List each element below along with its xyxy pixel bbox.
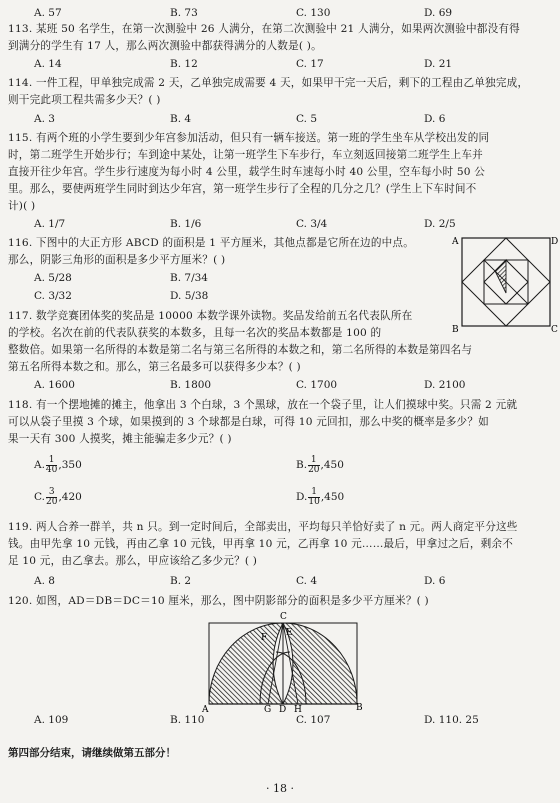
option-b: B. 2 [170, 575, 192, 587]
option-a: A. 3 [34, 113, 55, 125]
option-b: B. 4 [170, 113, 192, 125]
option-c: C. 107 [296, 714, 331, 726]
q117-line: 117. 数学竞赛团体奖的奖品是 10000 本数学课外读物。奖品发给前五名代表队所在 [8, 310, 413, 322]
q117-line: 第五名所得本数之和。那么，第三名最多可以获得多少本？( ) [8, 361, 301, 373]
q118-line: 可以从袋子里摸 3 个球，如果摸到的 3 个球都是白球，可得 10 元回扣，那么中奖的概率是多少？如 [8, 416, 489, 428]
q115-line: 115. 有两个班的小学生要到少年宫参加活动，但只有一辆车接送。第一班的学生坐车从学校出发的同 [8, 132, 490, 144]
q119-line: 119. 两人合养一群羊，共 n 只。到一定时间后，全部卖出，平均每只羊恰好卖了 n 元。两人商定平分这些 [8, 521, 518, 533]
option-d: D. 6 [424, 113, 446, 125]
option-b: B. 1800 [170, 379, 212, 391]
q115-line: 时，第二班学生开始步行；车到途中某处，让第一班学生下车步行，车立刻返回接第二班学生上车并 [8, 149, 483, 161]
label-g: G [264, 705, 272, 715]
q120-arcs-figure [198, 610, 368, 715]
q114-options [34, 112, 552, 126]
option-c: C. 3/32 [34, 290, 72, 302]
label-e: E [286, 628, 293, 638]
q113-options [34, 57, 552, 71]
option-b: B. 73 [170, 7, 198, 19]
q115-line: 计)( ) [8, 200, 36, 212]
q120-line: 120. 如图，AD＝DB＝DC＝10 厘米，那么，图中阴影部分的面积是多少平方厘米？( ) [8, 595, 429, 607]
option-c: C. 3/4 [296, 218, 328, 230]
q115-line: 直接开往少年宫。学生步行速度为每小时 4 公里，载学生时车速每小时 40 公里，空车每小时 50 公 [8, 166, 486, 178]
section-end-note: 第四部分结束，请继续做第五部分！ [8, 747, 176, 759]
label-d: D [279, 705, 287, 715]
q118-line: 118. 有一个摆地摊的摊主，他拿出 3 个白球，3 个黑球，放在一个袋子里，让人们摸球中奖。只需 2 元就 [8, 399, 518, 411]
page-number: · 18 · [266, 782, 294, 795]
q115-options [34, 217, 552, 231]
label-c: C [280, 612, 287, 622]
option-c: C. 130 [296, 7, 331, 19]
q119-options [34, 574, 552, 588]
option-a: A. 109 [34, 714, 69, 726]
option-d: D. 6 [424, 575, 446, 587]
option-c: C. 4 [296, 575, 318, 587]
q118-options-row2 [34, 486, 552, 508]
label-f: F [261, 633, 268, 643]
label-d: D [551, 237, 559, 247]
option-b: B. 110 [170, 714, 205, 726]
label-h: H [294, 705, 302, 715]
label-a: A [452, 237, 459, 247]
option-d: D. $\frac{1}{10}$ ,450 [296, 486, 345, 507]
q115-line: 里。那么，要使两班学生同时到达少年宫，第一班学生步行了全程的几分之几？(学生上下车时间不 [8, 183, 477, 195]
option-b: B. $\frac{1}{20}$ ,450 [296, 454, 344, 475]
q120-options [34, 713, 552, 727]
q117-options [34, 378, 552, 392]
q119-line: 足 10 元，由乙拿去。那么，甲应该给乙多少元？( ) [8, 555, 258, 567]
option-a: A. 14 [34, 58, 62, 70]
option-d: D. 2100 [424, 379, 466, 391]
label-c: C [551, 325, 558, 335]
label-b: B [356, 703, 363, 713]
option-a: A. 8 [34, 575, 55, 587]
q113-line: 到满分的学生有 17 人，那么两次测验中都获得满分的人数是( )。 [8, 40, 322, 52]
option-a: A. 5/28 [34, 272, 72, 284]
q119-line: 钱。由甲先拿 10 元钱，再由乙拿 10 元钱，甲再拿 10 元，乙再拿 10 元……最后，甲拿过之后，剩余不 [8, 538, 514, 550]
q118-line: 果一天有 300 人摸奖，摊主能骗走多少元？( ) [8, 433, 232, 445]
option-a: A. 1/7 [34, 218, 66, 230]
q112-options [34, 6, 552, 20]
option-c: C. $\frac{3}{20}$ ,420 [34, 486, 82, 507]
option-a: A. 57 [34, 7, 62, 19]
option-a: A. 1600 [34, 379, 75, 391]
option-a: A. $\frac{1}{40}$ ,350 [34, 454, 82, 475]
option-d: D. 69 [424, 7, 453, 19]
option-b: B. 7/34 [170, 272, 208, 284]
q117-line: 整数倍。如果第一名所得的本数是第二名与第三名所得的本数之和，第二名所得的本数是第四名与 [8, 344, 473, 356]
option-d: D. 5/38 [170, 290, 209, 302]
label-b: B [452, 325, 459, 335]
q117-line: 的学校。名次在前的代表队获奖的本数多，且每一名次的奖品本数都是 100 的 [8, 327, 382, 339]
option-c: C. 1700 [296, 379, 338, 391]
q116-line: 116. 下图中的大正方形 ABCD 的面积是 1 平方厘米，其他点都是它所在边的中点。 [8, 237, 415, 249]
label-a: A [202, 705, 209, 715]
q114-line: 则干完此项工程共需多少天？( ) [8, 94, 161, 106]
option-c: C. 5 [296, 113, 318, 125]
option-d: D. 21 [424, 58, 453, 70]
q118-options [34, 454, 552, 476]
option-d: D. 2/5 [424, 218, 456, 230]
q114-line: 114. 一件工程，甲单独完成需 2 天，乙单独完成需要 4 天，如果甲干完一天后，剩下的工程由乙单独完成， [8, 77, 529, 89]
q113-line: 113. 某班 50 名学生，在第一次测验中 26 人满分，在第二次测验中 21 人满分，如果两次测验中都没有得 [8, 23, 520, 35]
q116-line: 那么，阴影三角形的面积是多少平方厘米？( ) [8, 254, 226, 266]
option-b: B. 12 [170, 58, 198, 70]
option-c: C. 17 [296, 58, 324, 70]
option-d: D. 110. 25 [424, 714, 479, 726]
option-b: B. 1/6 [170, 218, 202, 230]
